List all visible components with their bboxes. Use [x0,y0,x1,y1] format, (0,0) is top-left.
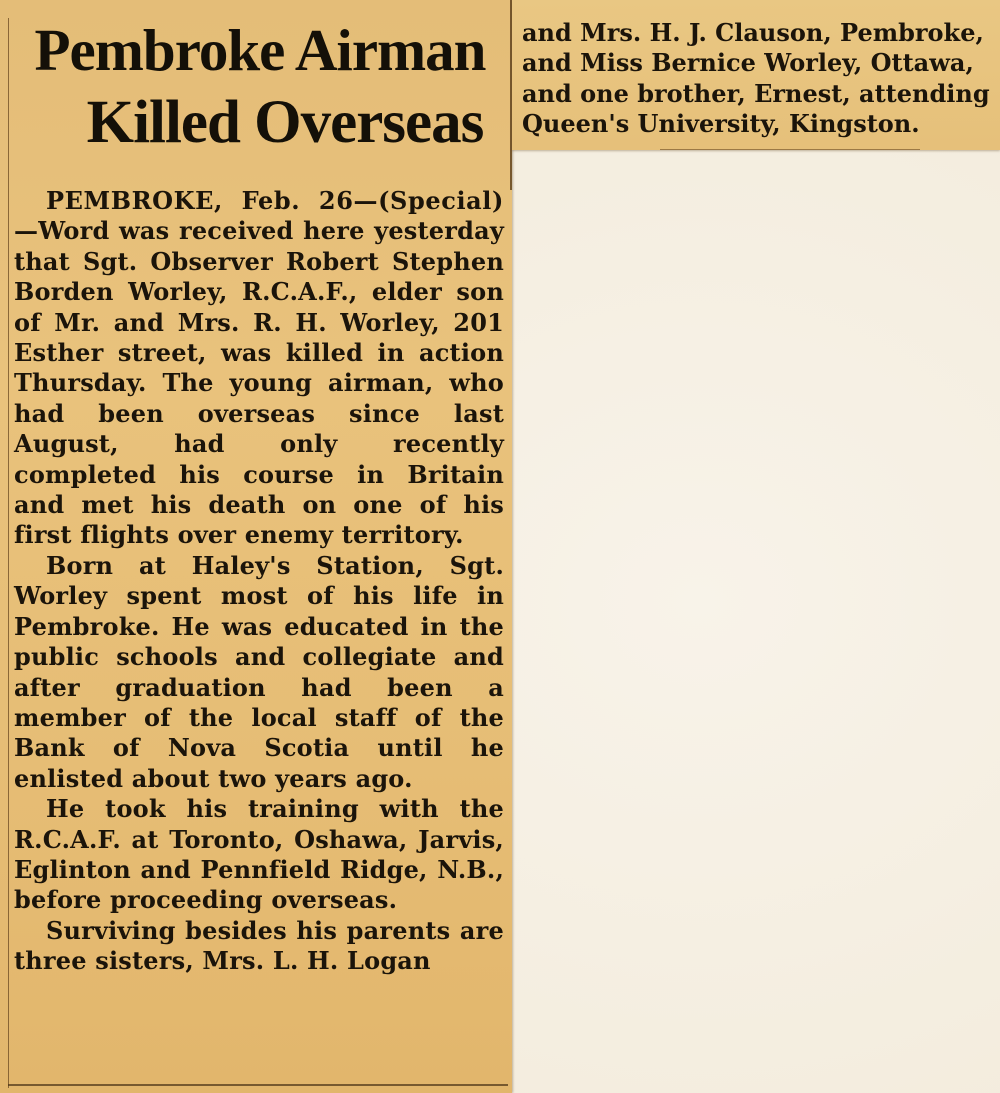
article-paragraph-3: He took his training with the R.C.A.F. at Toronto, Oshawa, Jarvis, Eglinton and Pennfield Ridge, N.B., before proceeding overseas. [14,794,504,915]
headline [14,18,506,156]
column-rule-divider [510,0,512,190]
dateline: PEMBROKE, Feb. 26—(Special) [46,186,504,215]
continuation-line-2: and Miss Bernice Worley, Ottawa, [522,48,974,78]
article-paragraph-1: —Word was received here yesterday that Sgt. Observer Robert Stephen Borden Worley, R.C.A.F., elder son of Mr. and Mrs. R. H. Worley, 201 Esther street, was killed in action Thursday. The young airman, who had been overseas since last August, had only recently completed his course in Britain and met his death on one of his first flights over enemy territory. [14,216,504,550]
continuation-line-4: Queen's University, Kingston. [522,109,920,139]
article-paragraph-4: Surviving besides his parents are three sisters, Mrs. L. H. Logan [14,915,504,976]
headline-line-2: Killed Overseas [86,88,484,156]
article-dateline [14,186,504,551]
continuation-line-3: and one brother, Ernest, attending [522,78,990,108]
column-rule-continuation [660,149,920,150]
continuation-line-1: and Mrs. H. J. Clauson, Pembroke, [522,18,984,47]
article-paragraph-2: Born at Haley's Station, Sgt. Worley spent most of his life in Pembroke. He was educated in the public schools and collegiate and after graduation had been a member of the local staff of the Bank of Nova Scotia until he enlisted about two years ago. [14,550,504,793]
headline-line-1: Pembroke Airman [34,17,486,83]
column-rule-left [8,18,9,1088]
column-rule-bottom [8,1084,508,1086]
article-body [14,186,504,977]
article-continuation [522,18,1000,140]
